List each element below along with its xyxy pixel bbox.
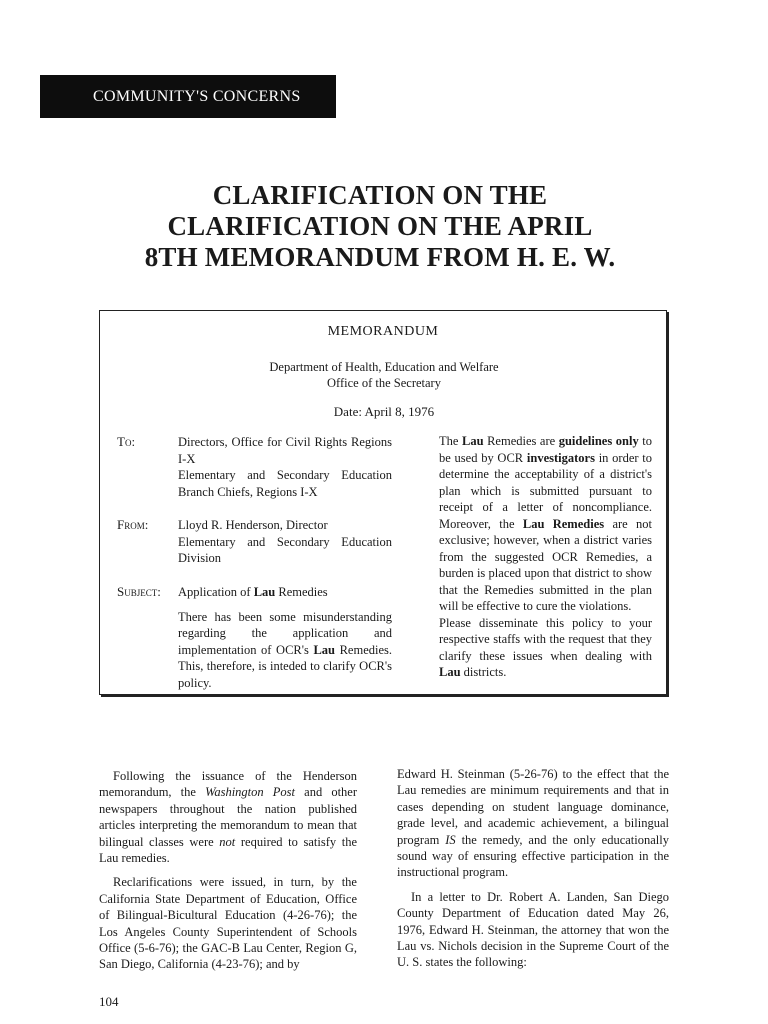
to-line-1: Directors, Office for Civil Rights Regions I-X	[178, 435, 392, 466]
subject-bold: Lau	[253, 585, 276, 599]
body-text: Edward H. Steinman (5-26-76) to the effect that the Lau remedies are minimum requirements and that in cases depending on student language dominance, grade level, and academic achievement, a bilingual program	[397, 767, 669, 847]
policy-text: Please disseminate this policy to your respective staffs with the request that they clarify these issues when dealing with	[439, 615, 652, 663]
body-italic: Washington Post	[205, 785, 296, 800]
section-banner	[40, 75, 336, 118]
memorandum-box	[99, 310, 667, 695]
policy-text: to be used by OCR	[439, 434, 652, 465]
subject-para-bold: Lau	[313, 642, 335, 657]
policy-bold: Lau	[461, 434, 484, 448]
title-line-1: CLARIFICATION ON THE	[212, 180, 548, 210]
policy-paragraph-1	[439, 433, 652, 615]
memo-department: Department of Health, Education and Welfare	[269, 360, 499, 374]
policy-text: are not exclusive; however, when a district varies from the suggested OCR Remedies, a burden is placed upon that district to show that the Remedies submitted in the plan will be effective to cure the violations.	[439, 516, 653, 613]
body-text: required to satisfy the Lau remedies.	[99, 834, 357, 866]
body-text: and other newspapers throughout the nation published articles interpreting the memorandum to mean that bilingual classes were	[99, 785, 357, 849]
subject-label: Subject:	[117, 584, 161, 599]
section-label: COMMUNITY'S CONCERNS	[93, 87, 301, 105]
policy-bold: guidelines only	[558, 434, 639, 448]
policy-bold: investigators	[526, 450, 595, 465]
body-italic: IS	[445, 832, 456, 847]
body-italic: not	[219, 834, 236, 849]
subject-text: Application of	[178, 585, 254, 599]
subject-text-end: Remedies	[275, 585, 328, 599]
memo-heading: MEMORANDUM	[327, 324, 439, 339]
article-title	[0, 180, 760, 273]
memo-office: Office of the Secretary	[327, 376, 441, 390]
body-paragraph	[99, 768, 357, 866]
to-label: To:	[117, 434, 136, 449]
body-paragraph	[397, 766, 669, 881]
policy-bold: Lau Remedies	[522, 516, 605, 531]
subject-para-text: There has been some misunderstanding regarding the application and implementation of OCR's	[178, 609, 392, 657]
policy-bold: Lau	[439, 665, 461, 679]
subject-body	[178, 584, 392, 691]
memo-policy-column	[439, 433, 652, 681]
body-paragraph: Reclarifications were issued, in turn, by the California State Department of Education, Office of Bilingual-Bicultural Education (4-26-76); the Los Angeles County Superintendent of Schools Office (5-6-76); the GAC-B Lau Center, Region G, San Diego, California (4-23-76); and by	[99, 875, 357, 972]
page-number: 104	[99, 994, 119, 1009]
to-body	[178, 434, 392, 500]
from-body	[178, 517, 392, 567]
policy-text: The	[439, 434, 462, 448]
policy-paragraph-2	[439, 615, 652, 681]
title-line-2: CLARIFICATION ON THE APRIL	[167, 211, 593, 241]
from-line-2: Elementary and Secondary Education Division	[178, 534, 392, 565]
policy-text: in order to determine the acceptability of a district's plan which is submitted pursuant to receipt of a letter of noncompliance. Moreover, the	[439, 450, 652, 531]
subject-line	[178, 584, 392, 601]
body-text: the remedy, and the only educationally sound way of ensuring effective participation in the instructional program.	[397, 832, 669, 880]
subject-para-end: Remedies. This, therefore, is inteded to clarify OCR's policy.	[178, 642, 393, 690]
subject-paragraph	[178, 609, 392, 692]
title-line-3: 8TH MEMORANDUM FROM H. E. W.	[144, 242, 616, 272]
body-text: Following the issuance of the Henderson memorandum, the	[99, 769, 357, 800]
body-paragraph: In a letter to Dr. Robert A. Landen, San Diego County Department of Education dated May 26, 1976, Edward H. Steinman, the attorney that won the Lau vs. Nichols decision in the Supreme Court of the U. S. states the following:	[397, 889, 669, 970]
policy-text: districts.	[460, 665, 507, 679]
from-line-1: Lloyd R. Henderson, Director	[178, 518, 328, 532]
body-column-left	[99, 768, 357, 981]
from-label: From:	[117, 517, 149, 532]
body-column-right	[397, 766, 669, 979]
memo-date: Date: April 8, 1976	[333, 404, 435, 419]
to-line-2: Elementary and Secondary Education Branch Chiefs, Regions I-X	[178, 468, 392, 499]
policy-text: Remedies are	[483, 434, 559, 448]
